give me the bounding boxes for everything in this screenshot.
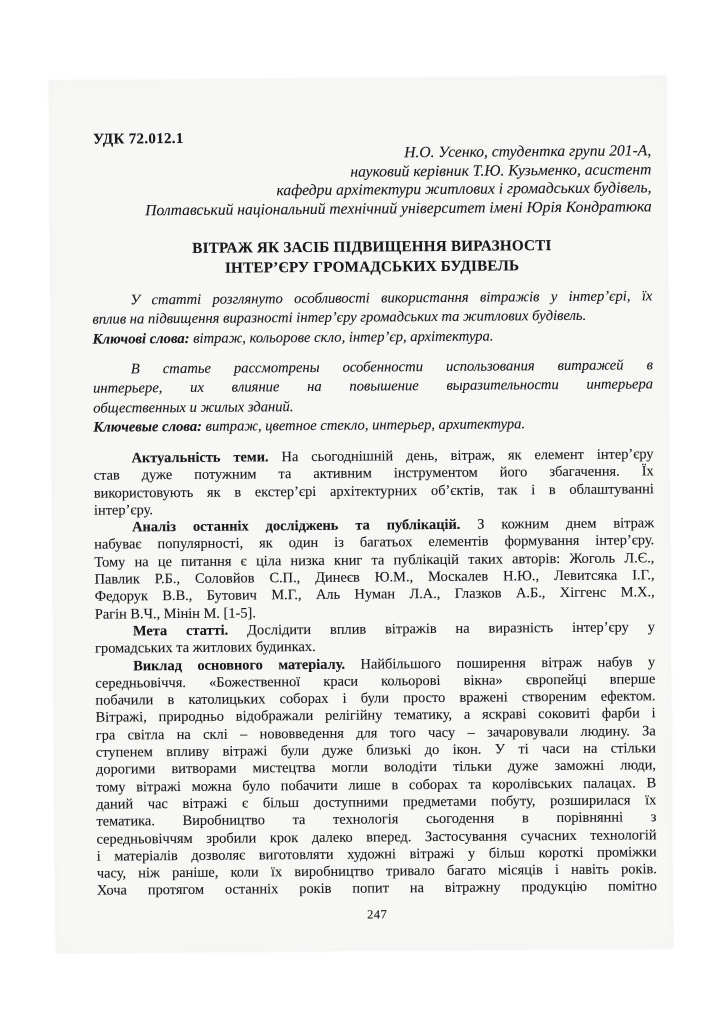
abstract-ukrainian xyxy=(92,287,652,350)
text-line: У статті розглянуто особливості використання вітражів у інтер’єрі, їх xyxy=(130,288,653,309)
paragraph-main-material xyxy=(95,654,657,901)
text-line: Хоча протягом останніх років попит на вітражну продукцію помітно xyxy=(96,878,658,900)
text-line: тематика. Виробництво та технологія сьогодення в порівнянні з xyxy=(96,809,657,830)
text-line: громадських та житлових будинках. xyxy=(95,639,316,657)
text-line: интерьере, их влияние на повышение выразительности интерьера xyxy=(92,376,654,398)
text-line: гра світла на склі – нововведення для того часу – зачаровували людину. За xyxy=(95,723,656,744)
text-line: Вітражі, природньо відображали релігійну тематику, а яскраві соковиті фарби і xyxy=(95,705,656,727)
text-line: і матеріалів дозволяє виготовляти художні вітражі у більш короткі проміжки xyxy=(96,844,657,865)
udk-code: УДК 72.012.1 xyxy=(93,130,184,148)
article-title-line-2: ІНТЕР’ЄРУ ГРОМАДСЬКИХ БУДІВЕЛЬ xyxy=(224,256,520,277)
text-line: Ключові слова: вітраж, кольорове скло, інтер’єр, архітектура. xyxy=(92,328,494,348)
text-line: Полтавський національний технічний університет імені Юрія Кондратюка xyxy=(145,198,652,220)
text-line: Рагін В.Ч., Мінін М. [1-5]. xyxy=(94,605,256,623)
author-block xyxy=(91,142,652,221)
text-line: ступенем впливу вітражі були дуже близькі до ікон. У ті часи на стільки xyxy=(95,740,656,761)
text-line: став дуже потужним та активним інструментом його збагачення. Їх xyxy=(93,463,654,484)
text-line: Аналіз останніх досліджень та публікацій. З кожним днем вітраж xyxy=(132,515,655,536)
text-line: використовують як в екстер’єрі архітектурних об’єктів, так і в облаштуванні xyxy=(93,480,654,502)
text-line: побачили в католицьких соборах і були просто вражені створеним ефектом. xyxy=(95,688,656,709)
page-content xyxy=(90,0,658,1024)
text-line: общественных и жилых зданий. xyxy=(93,398,294,417)
text-line: набуває популярності, як один із багатьох елементів формування інтер’єру. xyxy=(94,532,655,554)
text-line: Н.О. Усенко, студентка групи 201-А, xyxy=(404,142,652,162)
text-line: Актуальність теми. На сьогоднішній день, вітраж, як елемент інтер’єру xyxy=(131,446,654,467)
text-line: В статье рассмотрены особенности использования витражей в xyxy=(130,357,653,378)
text-line: вплив на підвищення виразності інтер’єру громадських та житлових будівель. xyxy=(92,308,587,329)
text-line: Ключевые слова: витраж, цветное стекло, интерьер, архитектура. xyxy=(93,416,526,436)
paragraph-goal xyxy=(95,619,655,658)
text-line: інтер’єру. xyxy=(93,502,153,519)
text-line: даний час вітражі є більш доступними предметами побуту, розширилася їх xyxy=(96,792,657,813)
text-line: Тому на це питання є ціла низка книг та публікацій таких авторів: Жоголь Л.Є., xyxy=(94,550,655,571)
text-line: часу, ніж раніше, коли їх виробництво тривало багато місяців і навіть років. xyxy=(96,861,657,882)
paragraph-analysis xyxy=(94,515,655,623)
text-line: дорогими витворами мистецтва могли володіти тільки дуже заможні люди, xyxy=(95,757,657,779)
text-line: Федорук В.В., Бутович М.Г., Аль Нуман Л.А., Глазков А.Б., Хіггенс М.Х., xyxy=(94,584,655,606)
text-line: Виклад основного матеріалу. Найбільшого поширення вітраж набув у xyxy=(133,653,656,674)
page-number: 247 xyxy=(366,907,388,922)
article-title xyxy=(92,235,652,278)
text-line: середньовіччям зробили крок далеко вперед. Застосування сучасних технологій xyxy=(96,826,657,848)
text-line: Павлик Р.Б., Соловйов С.П., Динеєв Ю.М., Москалев Н.Ю., Левитсяка І.Г., xyxy=(94,567,655,588)
article-title-line-1: ВІТРАЖ ЯК ЗАСІБ ПІДВИЩЕННЯ ВИРАЗНОСТІ xyxy=(192,237,552,257)
text-line: кафедри архітектури житлових і громадських будівель, xyxy=(276,179,652,200)
text-line: середньовіччя. «Божественної краси кольорові вікна» європейці вперше xyxy=(95,671,656,692)
text-line: Мета статті. Дослідити вплив вітражів на виразність інтер’єру у xyxy=(132,619,655,640)
text-line: науковий керівник Т.Ю. Кузьменко, асистент xyxy=(350,160,652,181)
paragraph-topicality xyxy=(94,446,655,520)
abstract-russian xyxy=(93,356,654,438)
article-body xyxy=(94,446,658,900)
text-line: тому вітражі можна було побачити лише в соборах та королівських палацах. В xyxy=(96,774,657,796)
